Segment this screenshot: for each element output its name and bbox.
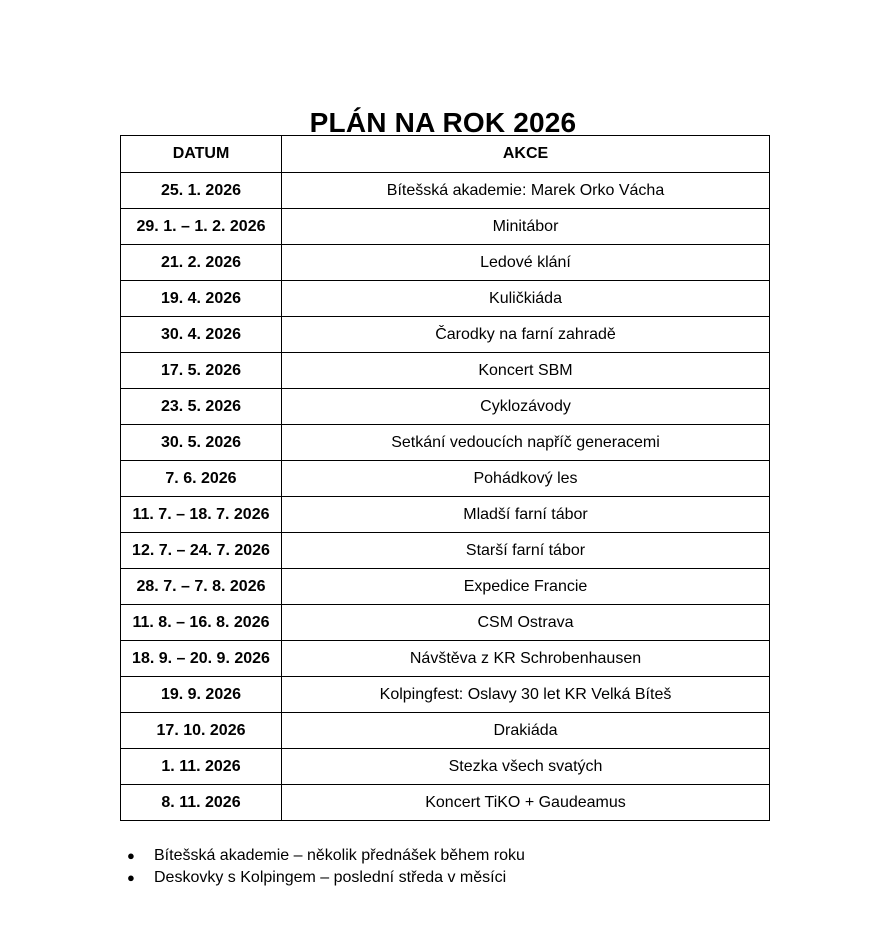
row-event: Mladší farní tábor: [282, 497, 770, 533]
row-date: 23. 5. 2026: [121, 389, 282, 425]
table-row: [121, 245, 770, 281]
row-event: Setkání vedoucích napříč generacemi: [282, 425, 770, 461]
table-row: [121, 425, 770, 461]
row-date: 29. 1. – 1. 2. 2026: [121, 209, 282, 245]
column-header-date: DATUM: [121, 136, 282, 173]
table-row: [121, 209, 770, 245]
plan-table: [120, 135, 770, 821]
row-event: Stezka všech svatých: [282, 749, 770, 785]
bullet-icon: ●: [127, 848, 135, 863]
table-row: [121, 389, 770, 425]
table-row: [121, 641, 770, 677]
row-date: 1. 11. 2026: [121, 749, 282, 785]
row-event: Drakiáda: [282, 713, 770, 749]
note-text: Deskovky s Kolpingem – poslední středa v měsíci: [154, 869, 507, 886]
notes-list: [124, 845, 525, 889]
row-date: 25. 1. 2026: [121, 173, 282, 209]
row-date: 11. 7. – 18. 7. 2026: [121, 497, 282, 533]
row-date: 17. 5. 2026: [121, 353, 282, 389]
table-row: [121, 533, 770, 569]
table-row: [121, 173, 770, 209]
row-event: Kuličkiáda: [282, 281, 770, 317]
row-date: 19. 4. 2026: [121, 281, 282, 317]
table-row: [121, 785, 770, 821]
row-event: Ledové klání: [282, 245, 770, 281]
row-event: Kolpingfest: Oslavy 30 let KR Velká Bíteš: [282, 677, 770, 713]
bullet-icon: ●: [127, 870, 135, 885]
row-date: 7. 6. 2026: [121, 461, 282, 497]
list-item: [124, 867, 525, 889]
table-row: [121, 749, 770, 785]
table-row: [121, 605, 770, 641]
row-event: Koncert TiKO + Gaudeamus: [282, 785, 770, 821]
page-title: PLÁN NA ROK 2026: [309, 106, 577, 138]
row-date: 17. 10. 2026: [121, 713, 282, 749]
table-row: [121, 569, 770, 605]
table-row: [121, 281, 770, 317]
list-item: [124, 845, 525, 867]
row-event: Koncert SBM: [282, 353, 770, 389]
row-date: 8. 11. 2026: [121, 785, 282, 821]
row-event: Čarodky na farní zahradě: [282, 317, 770, 353]
column-header-event: AKCE: [282, 136, 770, 173]
row-date: 30. 5. 2026: [121, 425, 282, 461]
table-row: [121, 317, 770, 353]
row-event: Expedice Francie: [282, 569, 770, 605]
row-date: 12. 7. – 24. 7. 2026: [121, 533, 282, 569]
row-event: Pohádkový les: [282, 461, 770, 497]
row-event: Minitábor: [282, 209, 770, 245]
row-date: 18. 9. – 20. 9. 2026: [121, 641, 282, 677]
table-row: [121, 713, 770, 749]
table-row: [121, 497, 770, 533]
row-event: CSM Ostrava: [282, 605, 770, 641]
row-date: 19. 9. 2026: [121, 677, 282, 713]
row-event: Bítešská akademie: Marek Orko Vácha: [282, 173, 770, 209]
row-date: 28. 7. – 7. 8. 2026: [121, 569, 282, 605]
note-text: Bítešská akademie – několik přednášek během roku: [154, 847, 525, 864]
table-header-row: [121, 136, 770, 173]
table-row: [121, 353, 770, 389]
table-row: [121, 461, 770, 497]
row-date: 21. 2. 2026: [121, 245, 282, 281]
row-event: Cyklozávody: [282, 389, 770, 425]
table-row: [121, 677, 770, 713]
row-event: Návštěva z KR Schrobenhausen: [282, 641, 770, 677]
row-event: Starší farní tábor: [282, 533, 770, 569]
row-date: 30. 4. 2026: [121, 317, 282, 353]
row-date: 11. 8. – 16. 8. 2026: [121, 605, 282, 641]
